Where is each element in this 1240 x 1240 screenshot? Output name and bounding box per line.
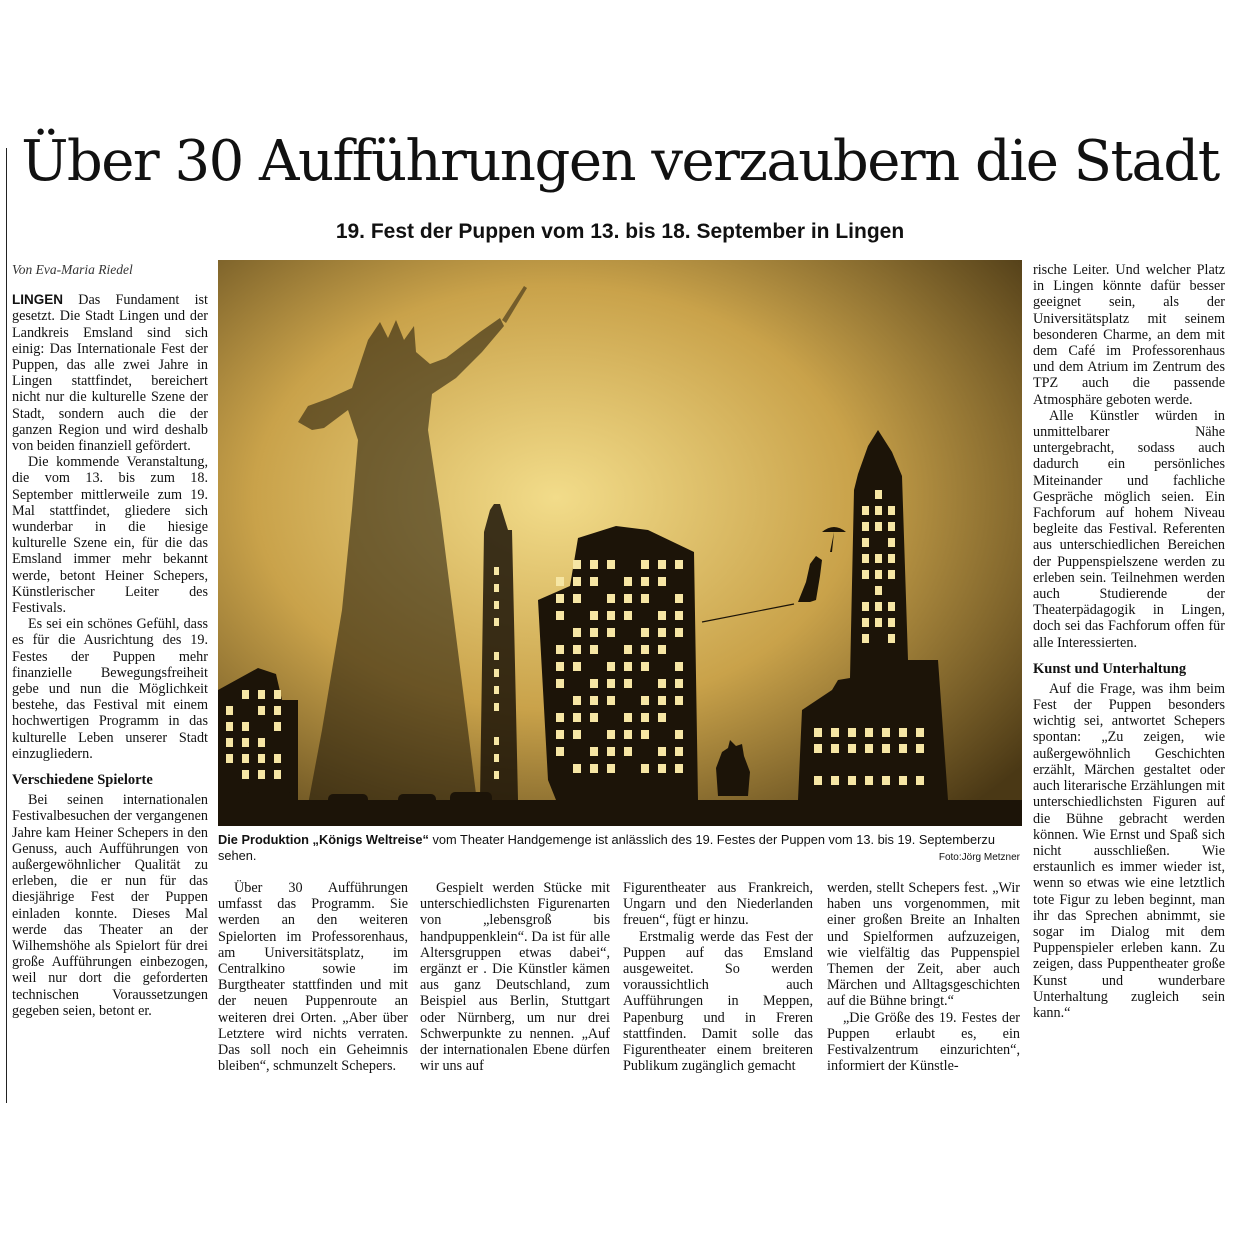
lit-window: [641, 560, 649, 569]
article-photo: [218, 260, 1022, 826]
lit-window: [831, 776, 839, 785]
lit-window: [494, 771, 499, 779]
lit-window: [242, 770, 249, 779]
lit-window: [848, 744, 856, 753]
lit-window: [556, 662, 564, 671]
lit-window: [875, 490, 882, 499]
lit-window: [573, 696, 581, 705]
lit-window: [899, 744, 907, 753]
subheadline: 19. Fest der Puppen vom 13. bis 18. September in Lingen: [335, 220, 905, 243]
lit-window: [607, 679, 615, 688]
lit-window: [675, 628, 683, 637]
lit-window: [590, 747, 598, 756]
lit-window: [641, 730, 649, 739]
lit-window: [494, 686, 499, 694]
lit-window: [882, 776, 890, 785]
lit-window: [814, 744, 822, 753]
lit-window: [862, 634, 869, 643]
lit-window: [658, 747, 666, 756]
lit-window: [242, 722, 249, 731]
lit-window: [573, 560, 581, 569]
paragraph: „Die Größe des 19. Festes der Puppen erlaubt es, ein Festivalzentrum einzurichten“, informiert der Künstle-: [827, 1009, 1020, 1075]
lit-window: [862, 506, 869, 515]
lit-window: [274, 690, 281, 699]
lit-window: [862, 538, 869, 547]
lit-window: [573, 594, 581, 603]
lit-window: [556, 611, 564, 620]
lit-window: [916, 728, 924, 737]
lit-window: [590, 696, 598, 705]
lit-window: [494, 567, 499, 575]
lit-window: [226, 738, 233, 747]
paragraph: [12, 292, 208, 454]
lit-window: [607, 628, 615, 637]
lit-window: [573, 645, 581, 654]
lit-window: [675, 662, 683, 671]
lit-window: [875, 554, 882, 563]
article-column-3: [420, 880, 610, 1074]
lit-window: [556, 577, 564, 586]
lit-window: [641, 577, 649, 586]
lit-window: [658, 764, 666, 773]
lit-window: [556, 747, 564, 756]
lit-window: [607, 696, 615, 705]
lit-window: [658, 645, 666, 654]
lit-window: [675, 679, 683, 688]
lit-window: [624, 577, 632, 586]
lit-window: [274, 706, 281, 715]
lit-window: [573, 577, 581, 586]
paragraph: Auf die Frage, was ihm beim Fest der Puppen besonders wichtig sei, antwortet Schepers spontan: „Zu zeigen, wie außergewöhnlich Geschichten erzählt, Märchen gestaltet oder auch literarische Erzählungen mit unterschiedlichsten Figuren auf die Bühne gebracht werden können. Wie Ernst und Spaß sich nicht ausschließen. Wie erstaunlich es immer wieder ist, wenn so etwas wie eine letztlich tote Figur zu leben beginnt, man ihr das Sprechen abnimmt, sie sogar im Dialog mit dem Puppenspieler erleben kann. Zu zeigen, dass Puppentheater große Kunst und wunderbare Unterhaltung zugleich sein kann.“: [1033, 680, 1225, 1021]
article-column-4: [623, 880, 813, 1074]
lit-window: [814, 728, 822, 737]
byline: Von Eva-Maria Riedel: [12, 262, 133, 277]
shadow-theater-photo: [218, 260, 1022, 826]
lit-window: [831, 728, 839, 737]
paragraph: rische Leiter. Und welcher Platz in Lingen könnte dafür besser geeignet sein, als der Universitätsplatz mit seinem besonderen Charme, an dem mit dem Café im Professorenhaus und dem Atrium im Zentrum des TPZ auch die passende Atmosphäre geboten werde.: [1033, 262, 1225, 408]
lit-window: [658, 577, 666, 586]
lit-window: [573, 764, 581, 773]
lit-window: [865, 728, 873, 737]
lit-window: [573, 713, 581, 722]
lit-window: [862, 570, 869, 579]
dateline: LINGEN: [12, 292, 64, 308]
lit-window: [624, 594, 632, 603]
lit-window: [556, 713, 564, 722]
article-column-5: [827, 880, 1020, 1074]
lit-window: [658, 696, 666, 705]
lit-window: [675, 730, 683, 739]
lit-window: [590, 713, 598, 722]
lit-window: [899, 728, 907, 737]
lit-window: [641, 645, 649, 654]
caption-title: Die Produktion „Königs Weltreise“: [218, 832, 429, 847]
headline: Über 30 Aufführungen verzaubern die Stadt: [21, 129, 1219, 194]
photo-credit: Foto:Jörg Metzner: [938, 852, 1020, 863]
lit-window: [607, 764, 615, 773]
lit-window: [641, 594, 649, 603]
lit-window: [494, 669, 499, 677]
ground: [218, 800, 1022, 826]
lit-window: [607, 662, 615, 671]
lit-window: [226, 706, 233, 715]
lit-window: [882, 728, 890, 737]
left-column-rule: [6, 148, 7, 1103]
lit-window: [675, 747, 683, 756]
lit-window: [590, 611, 598, 620]
lit-window: [888, 506, 895, 515]
lit-window: [862, 554, 869, 563]
lit-window: [258, 770, 265, 779]
lit-window: [226, 722, 233, 731]
paragraph: werden, stellt Schepers fest. „Wir haben uns vorgenommen, mit einer großen Breite an Inhalten und Spielformen aufzuzeigen, wie vielfältig das Puppenspiel Themen der Zeit, aber auch Märchen und Alltagsgeschichten auf die Bühne bringt.“: [827, 880, 1020, 1010]
lit-window: [888, 554, 895, 563]
lit-window: [624, 730, 632, 739]
lit-window: [888, 522, 895, 531]
lit-window: [641, 696, 649, 705]
lit-window: [573, 628, 581, 637]
lit-window: [899, 776, 907, 785]
lit-window: [641, 662, 649, 671]
lit-window: [494, 703, 499, 711]
lit-window: [875, 522, 882, 531]
paragraph: Es sei ein schönes Gefühl, dass es für die Ausrichtung des 19. Festes der Puppen mehr finanzielle Bewegungsfreiheit gebe und nun die Möglichkeit bestehe, das Festival mit einem hochwertigen Programm in das kulturelle Leben unserer Stadt einzugliedern.: [12, 616, 208, 762]
lit-window: [641, 713, 649, 722]
paragraph: Erstmalig werde das Fest der Puppen auf das Emsland ausgeweitet. So werden voraussichtlich auch Aufführungen in Meppen, Papenburg und in Freren stattfinden. Damit solle das Figurentheater einem breiteren Publikum zugänglich gemacht: [623, 928, 813, 1075]
lit-window: [258, 690, 265, 699]
lit-window: [624, 679, 632, 688]
lit-window: [607, 560, 615, 569]
lit-window: [274, 722, 281, 731]
lit-window: [888, 538, 895, 547]
lit-window: [641, 628, 649, 637]
lit-window: [658, 628, 666, 637]
lit-window: [556, 679, 564, 688]
lit-window: [862, 522, 869, 531]
lit-window: [556, 594, 564, 603]
paragraph: Die kommende Veranstaltung, die vom 13. bis zum 18. September mittlerweile zum 19. Mal stattfindet, gliedere sich wunderbar in die hiesige kulturelle Szene ein, für die das Emsland immer mehr bekannt werde, betont Heiner Schepers, Künstlerischer Leiter des Festivals.: [12, 454, 208, 617]
lit-window: [242, 690, 249, 699]
lit-window: [641, 764, 649, 773]
lit-window: [888, 618, 895, 627]
section-heading: Kunst und Unterhaltung: [1033, 660, 1187, 677]
lit-window: [590, 764, 598, 773]
lit-window: [226, 754, 233, 763]
lit-window: [875, 602, 882, 611]
lit-window: [258, 738, 265, 747]
paragraph: Gespielt werden Stücke mit unterschiedlichsten Figurenarten von „lebensgroß bis handpuppenklein“. Da ist für alle Altersgruppen etwas dabei“, ergänzt er . Die Künstler kämen aus ganz Deutschland, zum Beispiel aus Berlin, Stuttgart oder Nürnberg, um nur drei Schwerpunkte zu nennen. „Auf der internationalen Ebene dürfen wir uns auf: [420, 880, 610, 1075]
lit-window: [607, 747, 615, 756]
lit-window: [624, 645, 632, 654]
lit-window: [916, 776, 924, 785]
section-heading: Verschiedene Spielorte: [12, 772, 153, 789]
lit-window: [274, 770, 281, 779]
lit-window: [258, 754, 265, 763]
lit-window: [658, 679, 666, 688]
paragraph: Alle Künstler würden in unmittelbarer Nähe untergebracht, sodass auch dadurch ein persönliches Miteinander und fachliche Gespräche möglich seien. Ein Fachforum auf hohem Niveau begleite das Festival. Referenten aus unterschiedlichen Bereichen der Puppenspielszene werden zu erleben sein. Teilnehmen werden auch Studierende der Theaterpädagogik in Lingen, doch sei das Fachforum offen für alle Interessierten.: [1033, 407, 1225, 651]
lit-window: [607, 611, 615, 620]
lit-window: [573, 662, 581, 671]
lit-window: [573, 730, 581, 739]
lit-window: [590, 628, 598, 637]
lit-window: [556, 730, 564, 739]
lit-window: [848, 776, 856, 785]
lit-window: [258, 706, 265, 715]
lit-window: [624, 747, 632, 756]
lit-window: [675, 594, 683, 603]
lit-window: [875, 586, 882, 595]
lit-window: [494, 618, 499, 626]
lit-window: [675, 696, 683, 705]
lit-window: [494, 737, 499, 745]
lit-window: [556, 645, 564, 654]
lit-window: [916, 744, 924, 753]
lit-window: [658, 611, 666, 620]
lit-window: [888, 570, 895, 579]
paragraph: Bei seinen internationalen Festivalbesuchen der vergangenen Jahre kam Heiner Schepers in den Genuss, auch Aufführungen von außergewöhnlicher Qualität zu erleben, die er nun für das diesjährige Fest der Puppen einladen konnte. Dieses Mal werde das Theater an der Wilhemshöhe als Spielort für drei große Aufführungen einbezogen, weil nur dort die geforderten technischen Voraussetzungen gegeben seien, betont er.: [12, 792, 208, 1019]
paragraph-text: Das Fundament ist gesetzt. Die Stadt Lingen und der Landkreis Emsland sind sich einig: Das Internationale Fest der Puppen, das alle zwei Jahre in Lingen stattfindet, bereichert nicht nur die kulturelle Szene der Stadt, sondern auch die der ganzen Region und wird deshalb von beiden finanziell gefördert.: [12, 292, 209, 455]
lit-window: [888, 602, 895, 611]
lit-window: [274, 754, 281, 763]
lit-window: [875, 506, 882, 515]
lit-window: [865, 744, 873, 753]
lit-window: [865, 776, 873, 785]
paragraph: Über 30 Aufführungen umfasst das Programm. Sie werden an den weiteren Spielorten im Professorenhaus, am Universitätsplatz, im Centralkino sowie im Burgtheater stattfinden und mit der neuen Puppenroute an weiteren drei Orten. „Aber über Letztere wird nichts verraten. Das soll noch ein Geheimnis bleiben“, schmunzelt Schepers.: [218, 880, 408, 1075]
lit-window: [624, 713, 632, 722]
caption-text: vom Theater Handgemenge ist anlässlich des 19. Festes der Puppen vom 13. bis 19. Septemberzu sehen.: [218, 832, 995, 863]
lit-window: [875, 618, 882, 627]
lit-window: [862, 602, 869, 611]
lit-window: [862, 618, 869, 627]
article-column-1: [12, 262, 208, 1102]
article-column-2: [218, 880, 408, 1074]
lit-window: [494, 601, 499, 609]
lit-window: [607, 730, 615, 739]
lit-window: [607, 594, 615, 603]
lit-window: [242, 754, 249, 763]
lit-window: [590, 645, 598, 654]
lit-window: [624, 662, 632, 671]
lit-window: [590, 560, 598, 569]
lit-window: [242, 738, 249, 747]
article-column-6: [1033, 262, 1225, 1102]
lit-window: [658, 560, 666, 569]
lit-window: [494, 652, 499, 660]
lit-window: [675, 764, 683, 773]
lit-window: [875, 570, 882, 579]
lit-window: [848, 728, 856, 737]
lit-window: [814, 776, 822, 785]
lit-window: [831, 744, 839, 753]
lit-window: [494, 584, 499, 592]
lit-window: [882, 744, 890, 753]
lit-window: [658, 713, 666, 722]
lit-window: [624, 611, 632, 620]
paragraph: Figurentheater aus Frankreich, Ungarn und den Niederlanden freuen“, fügt er hinzu.: [623, 880, 813, 929]
lit-window: [590, 679, 598, 688]
lit-window: [590, 577, 598, 586]
lit-window: [675, 560, 683, 569]
lit-window: [675, 611, 683, 620]
lit-window: [494, 754, 499, 762]
lit-window: [888, 634, 895, 643]
